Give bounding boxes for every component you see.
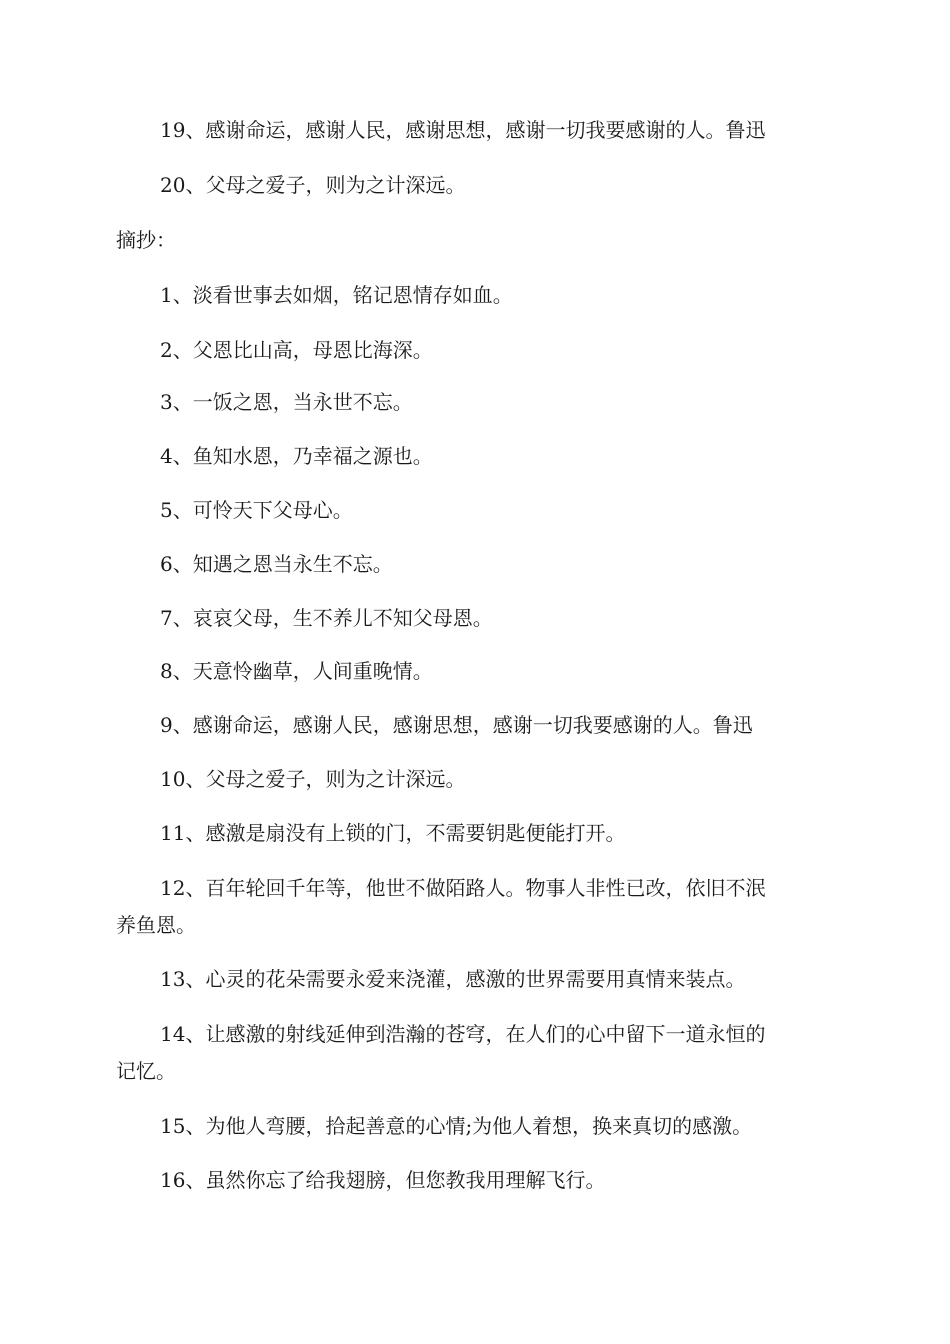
- excerpt-item-8: 8、天意怜幽草，人间重晚情。: [160, 659, 433, 683]
- quote-item-19: 19、感谢命运，感谢人民，感谢思想，感谢一切我要感谢的人。鲁迅: [160, 118, 766, 142]
- excerpt-item-16: 16、虽然你忘了给我翅膀，但您教我用理解飞行。: [160, 1168, 606, 1192]
- excerpt-item-3: 3、一饭之恩，当永世不忘。: [160, 390, 413, 414]
- excerpt-item-13: 13、心灵的花朵需要永爱来浇灌，感激的世界需要用真情来装点。: [160, 967, 746, 991]
- excerpt-item-11: 11、感激是扇没有上锁的门，不需要钥匙便能打开。: [160, 821, 626, 845]
- excerpt-item-12-line1: 12、百年轮回千年等，他世不做陌路人。物事人非性已改，依旧不泯: [160, 876, 766, 900]
- excerpt-item-10: 10、父母之爱子，则为之计深远。: [160, 767, 466, 791]
- excerpt-item-14-line1: 14、让感激的射线延伸到浩瀚的苍穹，在人们的心中留下一道永恒的: [160, 1022, 766, 1046]
- excerpt-item-7: 7、哀哀父母，生不养儿不知父母恩。: [160, 606, 493, 630]
- excerpt-item-12-line2: 养鱼恩。: [116, 913, 196, 937]
- excerpt-item-9: 9、感谢命运，感谢人民，感谢思想，感谢一切我要感谢的人。鲁迅: [160, 713, 753, 737]
- section-heading: 摘抄：: [116, 228, 176, 252]
- excerpt-item-2: 2、父恩比山高，母恩比海深。: [160, 338, 433, 362]
- excerpt-item-1: 1、淡看世事去如烟，铭记恩情存如血。: [160, 283, 513, 307]
- excerpt-item-6: 6、知遇之恩当永生不忘。: [160, 552, 393, 576]
- excerpt-item-5: 5、可怜天下父母心。: [160, 498, 353, 522]
- excerpt-item-15: 15、为他人弯腰，拾起善意的心情;为他人着想，换来真切的感激。: [160, 1114, 753, 1138]
- quote-item-20: 20、父母之爱子，则为之计深远。: [160, 173, 466, 197]
- excerpt-item-4: 4、鱼知水恩，乃幸福之源也。: [160, 444, 433, 468]
- excerpt-item-14-line2: 记忆。: [116, 1059, 176, 1083]
